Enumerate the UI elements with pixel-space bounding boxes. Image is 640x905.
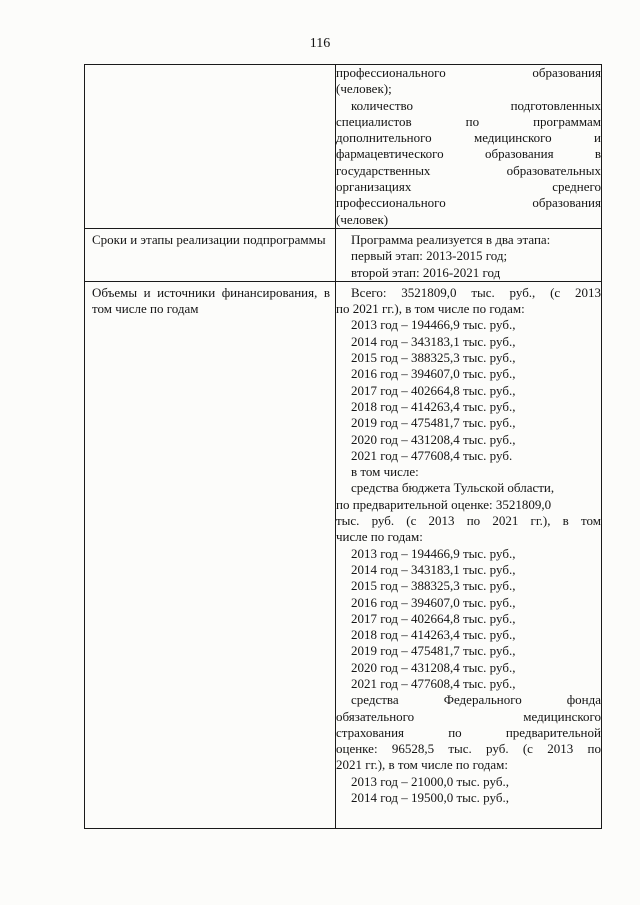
value-word: количество [351,97,414,113]
value-line [336,179,601,195]
value-line: 2015 год – 388325,3 тыс. руб., [351,578,516,594]
value-line: 2014 год – 19500,0 тыс. руб., [351,790,509,806]
value-word: по [465,113,480,129]
value-word: обязательного [336,708,415,724]
value-word: руб., [509,284,536,300]
table-row [85,281,602,828]
value-line: 2016 год – 394607,0 тыс. руб., [351,366,516,382]
value-word: образовательных [506,162,601,178]
value-line: 2019 год – 475481,7 тыс. руб., [351,643,516,659]
value-word: образования [532,65,601,80]
value-line: 2017 год – 402664,8 тыс. руб., [351,610,516,626]
value-line [336,65,601,81]
value-word: в [594,146,601,162]
value-cell [336,65,602,229]
value-word: предварительной [505,724,601,740]
value-line: 2018 год – 414263,4 тыс. руб., [351,398,516,414]
value-word: среднего [552,179,601,195]
value-word: средства [351,692,399,708]
value-line: (человек); [336,81,392,97]
value-line: 2020 год – 431208,4 тыс. руб., [351,659,516,675]
value-line: 2013 год – 194466,9 тыс. руб., [351,317,516,333]
value-line: 2017 год – 402664,8 тыс. руб., [351,382,516,398]
value-line [336,195,601,211]
value-line: первый этап: 2013-2015 год; [351,248,508,264]
value-line [336,98,601,114]
value-word: руб. [486,741,509,757]
value-cell [336,228,602,281]
value-line [336,146,601,162]
value-word: гг.), [530,513,551,529]
value-line: числе по годам: [336,529,423,545]
value-line: 2014 год – 343183,1 тыс. руб., [351,561,516,577]
value-word: профессионального [336,65,446,80]
value-word: по [466,513,481,529]
value-word: 2021 [492,513,519,529]
value-word: образования [532,195,601,211]
value-word: медицинского [523,708,601,724]
label-cell [85,65,336,229]
table-row [85,65,602,229]
value-word: страхования [336,724,405,740]
value-line: второй этап: 2016-2021 год [351,264,501,280]
value-line: 2018 год – 414263,4 тыс. руб., [351,627,516,643]
value-line: 2014 год – 343183,1 тыс. руб., [351,333,516,349]
value-word: профессионального [336,195,446,211]
value-line [336,692,601,708]
value-word: тыс. [471,284,495,300]
value-word: 3521809,0 [401,284,457,300]
value-word: 2013 [428,513,455,529]
value-line: 2021 гг.), в том числе по годам: [336,757,508,773]
value-line [336,130,601,146]
value-word: образования [484,146,554,162]
value-word: 2013 [574,284,601,300]
value-word: фонда [566,692,601,708]
label-cell [85,281,336,828]
value-word: Всего: [351,284,387,300]
page-number: 116 [309,36,331,51]
value-line [336,163,601,179]
value-line: 2013 год – 21000,0 тыс. руб., [351,773,509,789]
value-word: тыс. [448,741,472,757]
value-word: (с [406,513,417,529]
value-word: (с [522,741,533,757]
value-word: в [562,513,569,529]
value-word: дополнительного [336,130,432,146]
value-line: в том числе: [351,464,419,480]
row-label: Объемы и источники финансирования, в том числе по годам [92,284,330,317]
value-word: 96528,5 [391,741,435,757]
value-word: организациях [336,179,412,195]
value-line: (человек) [336,211,389,227]
value-line [336,285,601,301]
value-line: 2021 год – 477608,4 тыс. руб., [351,675,516,691]
value-word: 2013 [547,741,574,757]
value-line [336,709,601,725]
value-line: 2015 год – 388325,3 тыс. руб., [351,350,516,366]
value-word: и [594,130,601,146]
value-word: фармацевтического [336,146,444,162]
value-line: по 2021 гг.), в том числе по годам: [336,301,525,317]
value-line: 2020 год – 431208,4 тыс. руб., [351,431,516,447]
value-line: средства бюджета Тульской области, [351,480,555,496]
value-word: Федерального [443,692,522,708]
value-word: специалистов [336,113,412,129]
value-word: руб. [371,513,395,529]
value-line [336,741,601,757]
table-row [85,228,602,281]
row-label [85,65,335,68]
label-cell [85,228,336,281]
value-word: по [448,724,462,740]
value-cell [336,281,602,828]
value-word: (с [550,284,561,300]
value-word: оценке: [336,741,378,757]
value-line: 2016 год – 394607,0 тыс. руб., [351,594,516,610]
value-line: 2021 год – 477608,4 тыс. руб. [351,447,513,463]
row-label: Сроки и этапы реализации подпрограммы [92,231,326,247]
value-line: 2013 год – 194466,9 тыс. руб., [351,545,516,561]
value-word: подготовленных [510,97,601,113]
value-word: программам [533,113,601,129]
value-line [336,114,601,130]
value-line: 2019 год – 475481,7 тыс. руб., [351,415,516,431]
value-word: тыс. [336,513,360,529]
value-line: Программа реализуется в два этапа: [351,231,551,247]
value-line [336,513,601,529]
value-word: по [587,741,601,757]
value-word: том [580,513,601,529]
passport-table [84,64,602,829]
value-line [336,725,601,741]
value-word: медицинского [473,130,552,146]
value-line: по предварительной оценке: 3521809,0 [336,496,552,512]
value-word: государственных [336,162,431,178]
